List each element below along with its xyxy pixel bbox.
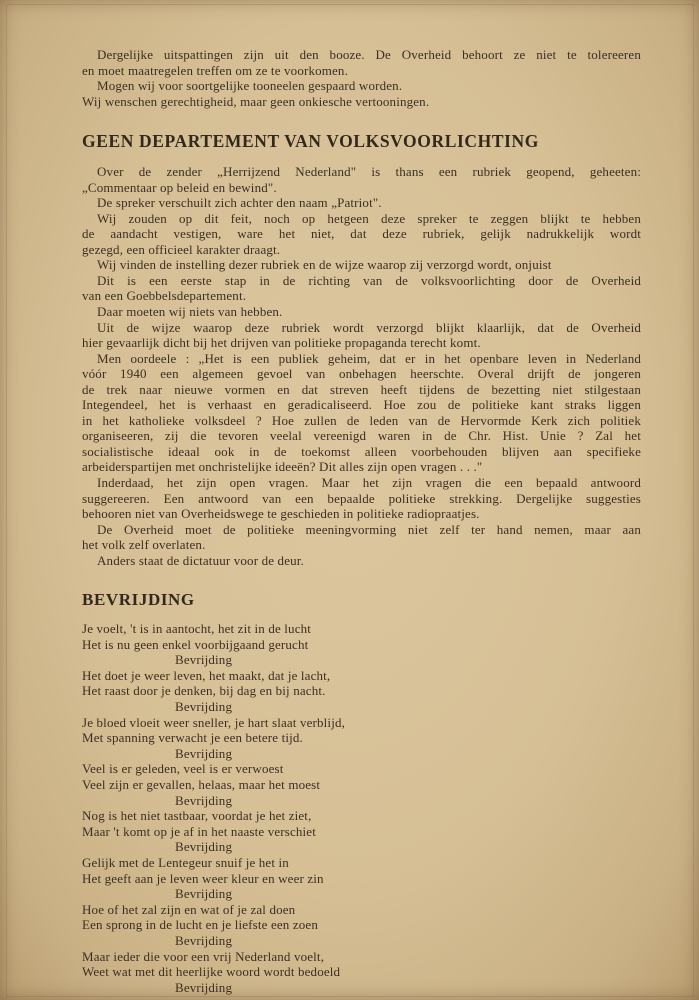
text-line: de trek naar nieuwe vormen en dat streven heeft tijdens de bezetting niet stilgestaan xyxy=(82,381,641,397)
poem-refrain: Bevrijding xyxy=(175,652,233,668)
text-line: gezegd, een officieel karakter draagt. xyxy=(82,241,281,257)
text-line: Dit is een eerste stap in de richting van de volksvoorlichting door de Overheid xyxy=(97,272,641,288)
poem-refrain: Bevrijding xyxy=(175,699,233,714)
text-line: Daar moeten wij niets van hebben. xyxy=(97,303,283,319)
poem-refrain: Bevrijding xyxy=(175,839,233,855)
text-line: Men oordeele : „Het is een publiek geheim, dat er in het openbare leven in Nederland xyxy=(97,350,641,366)
poem-line: Nog is het niet tastbaar, voordat je het ziet, xyxy=(82,808,312,824)
poem-title: BEVRIJDING xyxy=(82,590,195,609)
poem-line: Veel is er geleden, veel is er verwoest xyxy=(82,761,284,777)
poem-refrain: Bevrijding xyxy=(175,933,233,948)
text-line: Anders staat de dictatuur voor de deur. xyxy=(97,552,304,568)
poem-refrain: Bevrijding xyxy=(175,886,233,902)
text-line: socialistische ideaal ook in de toekomst alleen voorbehouden blijven aan specifieke xyxy=(82,443,641,459)
section-heading: GEEN DEPARTEMENT VAN VOLKSVOORLICHTING xyxy=(82,131,539,151)
poem-refrain: Bevrijding xyxy=(175,792,233,808)
poem-line: Het raast door je denken, bij dag en bij nacht. xyxy=(82,683,326,699)
poem-line: Veel zijn er gevallen, helaas, maar het moest xyxy=(82,777,321,792)
text-line: behooren niet van Overheidswege te geschieden in politieke radiopraatjes. xyxy=(82,506,480,522)
poem-refrain: Bevrijding xyxy=(175,745,233,761)
text-line: vóór 1940 een algemeen gevoel van onbehagen heerschte. Overal drijft de jongeren xyxy=(82,366,641,382)
poem-line: Weet wat met dit heerlijke woord wordt bedoeld xyxy=(82,964,341,980)
poem-line: Hoe of het zal zijn en wat of je zal doen xyxy=(82,901,296,917)
poem-line: Maar 't komt op je af in het naaste verschiet xyxy=(82,823,316,839)
poem-line: Het doet je weer leven, het maakt, dat je lacht, xyxy=(82,667,331,683)
poem-line: Het geeft aan je leven weer kleur en weer zin xyxy=(82,870,324,886)
poem-line: Het is nu geen enkel voorbijgaand gerucht xyxy=(82,636,309,652)
text-line: arbeiderspartijen met onchristelijke ideeën? Dit alles zijn open vragen . . ." xyxy=(82,459,483,475)
text-line: Wij vinden de instelling dezer rubriek en de wijze waarop zij verzorgd wordt, onjuist xyxy=(97,257,552,273)
text-line: „Commentaar op beleid en bewind". xyxy=(82,179,277,195)
poem-line: Met spanning verwacht je een betere tijd. xyxy=(82,730,303,746)
poem-line: Je voelt, 't is in aantocht, het zit in de lucht xyxy=(82,621,312,636)
text-line: De Overheid moet de politieke meeningvorming niet zelf ter hand nemen, maar aan xyxy=(97,521,641,537)
text-line: suggereeren. Een antwoord van een bepaalde politieke strekking. Dergelijke suggesties xyxy=(82,490,641,506)
poem-line: Maar ieder die voor een vrij Nederland voelt, xyxy=(82,948,325,964)
text-line: Over de zender „Herrijzend Nederland" is thans een rubriek geopend, geheeten: xyxy=(97,164,641,179)
text-line: Inderdaad, het zijn open vragen. Maar het zijn vragen die een bepaald antwoord xyxy=(97,475,641,490)
poem-refrain: Bevrijding xyxy=(175,979,233,995)
poem-line: Gelijk met de Lentegeur snuif je het in xyxy=(82,855,289,870)
text-line: Dergelijke uitspattingen zijn uit den booze. De Overheid behoort ze niet te tolereeren xyxy=(97,47,641,62)
text-line: de aandacht vestigen, ware het niet, dat deze rubriek, gelijk nadrukkelijk wordt xyxy=(82,226,641,242)
text-line: organiseeren, zij die tevoren veelal vereenigd waren in de Chr. Hist. Unie ? Zal het xyxy=(82,428,641,444)
text-line: De spreker verschuilt zich achter den naam „Patriot". xyxy=(97,195,382,211)
text-line: in het katholieke volksdeel ? Hoe zullen de leden van de Hervormde Kerk zich politiek xyxy=(82,412,641,428)
text-line: Wij wenschen gerechtigheid, maar geen onkiesche vertooningen. xyxy=(82,93,430,109)
text-line: het volk zelf overlaten. xyxy=(82,537,206,553)
text-line: Integendeel, het is verhaast en geradicaliseerd. Hoe zou de politieke kant straks liggen xyxy=(82,397,641,413)
text-line: van een Goebbelsdepartement. xyxy=(82,288,247,304)
text-line: Uit de wijze waarop deze rubriek wordt verzorgd blijkt klaarlijk, dat de Overheid xyxy=(97,319,641,335)
text-line: en moet maatregelen treffen om ze te voorkomen. xyxy=(82,62,348,78)
text-line: Mogen wij voor soortgelijke tooneelen gespaard worden. xyxy=(97,78,403,94)
poem-line: Een sprong in de lucht en je liefste een zoen xyxy=(82,917,318,933)
text-line: Wij zouden op dit feit, noch op hetgeen deze spreker te zeggen blijkt te hebben xyxy=(97,210,641,226)
text-line: hier gevaarlijk dicht bij het drijven van politieke propaganda terecht komt. xyxy=(82,335,481,351)
poem-line: Je bloed vloeit weer sneller, je hart slaat verblijd, xyxy=(82,714,346,730)
